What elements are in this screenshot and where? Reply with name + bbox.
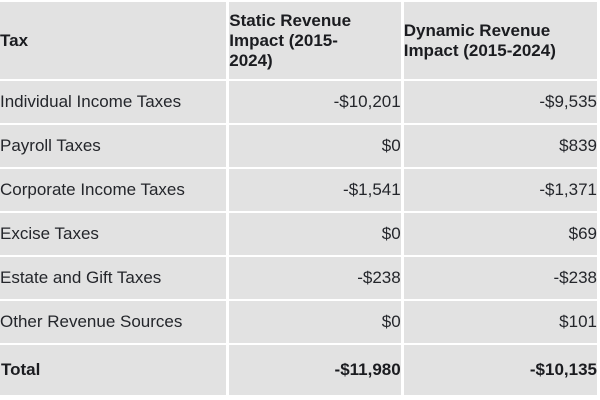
table-header-row (0, 2, 597, 79)
table-row (0, 257, 597, 299)
header-static-line-2: Impact (2015- (229, 30, 338, 50)
header-cell-dynamic-revenue-impact (404, 2, 597, 79)
table-row (0, 169, 597, 211)
row-label-estate-and-gift-taxes: Estate and Gift Taxes (0, 257, 226, 299)
total-static-value: -$11,980 (229, 345, 400, 395)
static-value-excise-taxes: $0 (229, 213, 400, 255)
row-label-payroll-taxes: Payroll Taxes (0, 125, 226, 167)
static-value-estate-and-gift-taxes: -$238 (229, 257, 400, 299)
header-static-line-1: Static Revenue (229, 10, 352, 30)
row-label-individual-income-taxes: Individual Income Taxes (0, 81, 226, 123)
table-row (0, 213, 597, 255)
row-label-excise-taxes: Excise Taxes (0, 213, 226, 255)
dynamic-value-excise-taxes: $69 (404, 213, 597, 255)
total-dynamic-value: -$10,135 (404, 345, 597, 395)
table-row (0, 125, 597, 167)
header-cell-tax: Tax (0, 2, 226, 79)
row-label-corporate-income-taxes: Corporate Income Taxes (0, 169, 226, 211)
dynamic-value-individual-income-taxes: -$9,535 (404, 81, 597, 123)
header-dynamic-line-1: Dynamic Revenue (403, 20, 551, 40)
dynamic-value-other-revenue-sources: $101 (404, 301, 597, 343)
header-static-line-3: 2024) (229, 50, 273, 70)
static-value-payroll-taxes: $0 (229, 125, 400, 167)
dynamic-value-corporate-income-taxes: -$1,371 (404, 169, 597, 211)
table-row (0, 81, 597, 123)
table-row (0, 301, 597, 343)
table-total-row (0, 345, 597, 395)
dynamic-value-payroll-taxes: $839 (404, 125, 597, 167)
header-dynamic-line-2: Impact (2015-2024) (403, 40, 556, 60)
row-label-other-revenue-sources: Other Revenue Sources (0, 301, 226, 343)
dynamic-value-estate-and-gift-taxes: -$238 (404, 257, 597, 299)
static-value-other-revenue-sources: $0 (229, 301, 400, 343)
total-label: Total (0, 345, 226, 395)
static-value-individual-income-taxes: -$10,201 (229, 81, 400, 123)
header-cell-static-revenue-impact (229, 2, 400, 79)
static-value-corporate-income-taxes: -$1,541 (229, 169, 400, 211)
